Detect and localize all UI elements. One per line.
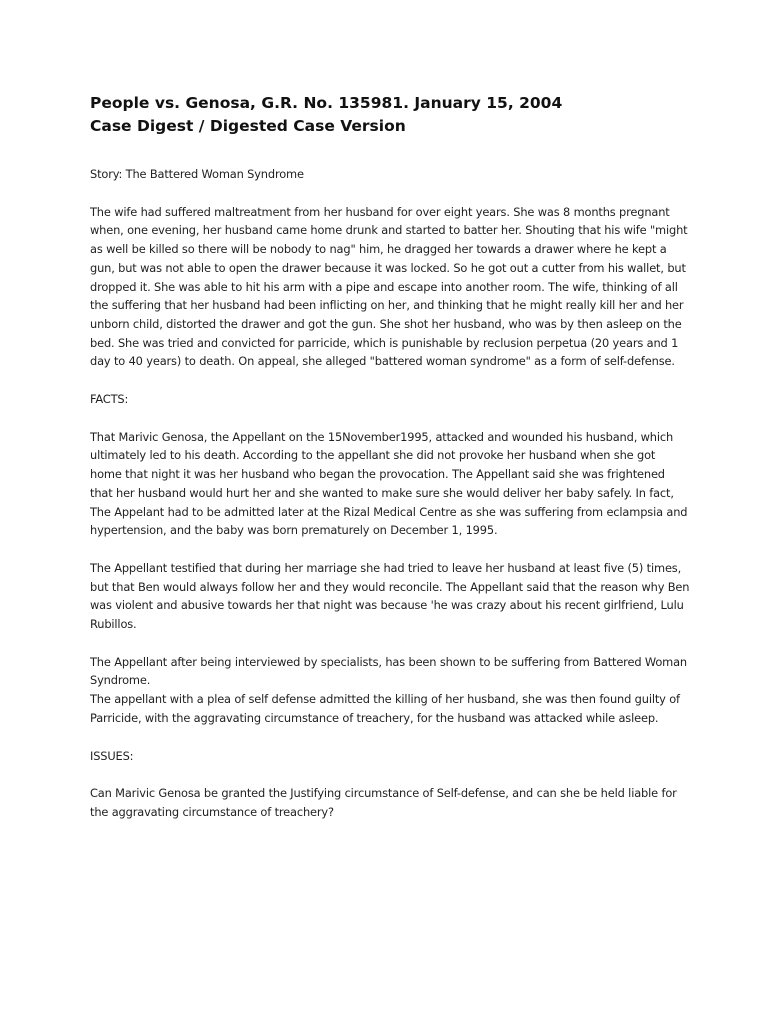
facts-paragraph: The Appellant testified that during her marriage she had tried to leave her husband at least five (5) times, but that Ben would always follow her and they would reconcile. The Appellant said that the reason why Ben was violent and abusive towards her that night was because 'he was crazy about his recent girlfriend, Lulu Rubillos. (90, 560, 690, 632)
facts-paragraph: That Marivic Genosa, the Appellant on the 15November1995, attacked and wounded his husband, which ultimately led to his death. According to the appellant she did not provoke her husband when she got home that night it was her husband who began the provocation. The Appellant said she was frightened that her husband would hurt her and she wanted to make sure she would deliver her baby safely. In fact, The Appelant had to be admitted later at the Rizal Medical Centre as she was suffering from eclampsia and hypertension, and the baby was born prematurely on December 1, 1995. (90, 429, 688, 538)
issues-paragraph: Can Marivic Genosa be granted the Justifying circumstance of Self-defense, and can she be held liable for the aggravating circumstance of treachery? (90, 786, 677, 819)
issues-heading: ISSUES: (90, 748, 134, 763)
document-title: People vs. Genosa, G.R. No. 135981. January 15, 2004 (90, 94, 563, 112)
facts-heading: FACTS: (90, 392, 129, 407)
facts-paragraph: The Appellant after being interviewed by specialists, has been shown to be suffering from Battered Woman Syndrome. (90, 654, 687, 688)
document-body (90, 92, 690, 822)
story-label: Story: The Battered Woman Syndrome (90, 167, 304, 181)
document-subtitle: Case Digest / Digested Case Version (90, 117, 406, 135)
facts-paragraph: The appellant with a plea of self defense admitted the killing of her husband, she was then found guilty of Parricide, with the aggravating circumstance of treachery, for the husband was attacked while asleep. (90, 692, 680, 725)
story-paragraph: The wife had suffered maltreatment from her husband for over eight years. She was 8 months pregnant when, one evening, her husband came home drunk and started to batter her. Shouting that his wife "might as well be killed so there will be nobody to nag" him, he dragged her towards a drawer where he kept a gun, but was not able to open the drawer because it was locked. So he got out a cutter from his wallet, but dropped it. She was able to hit his arm with a pipe and escape into another room. The wife, thinking of all the suffering that her husband had been inflicting on her, and thinking that he might really kill her and her unborn child, distorted the drawer and got the gun. She shot her husband, who was by then asleep on the bed. She was tried and convicted for parricide, which is punishable by reclusion perpetua (20 years and 1 day to 40 years) to death. On appeal, she alleged "battered woman syndrome" as a form of self-defense. (90, 204, 688, 369)
